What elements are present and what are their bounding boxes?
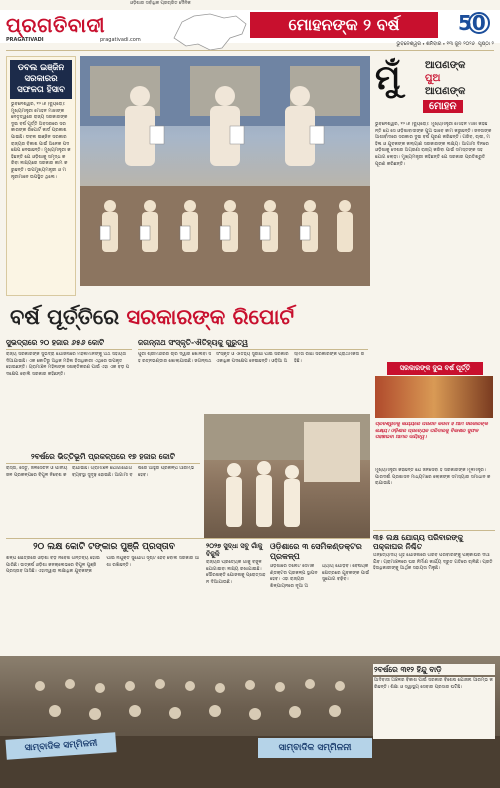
story-c [6,452,200,548]
divider [6,538,370,539]
right-line-2: ପୁଅ [425,73,441,84]
story-e [206,542,266,644]
anniversary-badge [448,8,492,38]
story-b-body: ପୁରୀ ଶ୍ରୀମନ୍ଦିରର ଚାରି ଦ୍ୱାର ଖୋଲିବା ସହ ରତ୍ନଭଣ୍ଡାର ଖୋଲାଯାଇଛି। ଜଗନ୍ନାଥ ସଂସ୍କୃତି ଓ ଐତିହ୍ୟ ସୁରକ୍ଷା ପାଇଁ ସରକାର ଏକାଧିକ ପଦକ୍ଷେପ ନେଇଛନ୍ତି। ଓଡ଼ିଆ ଅସ୍ମିତା ରକ୍ଷା ସରକାରଙ୍କ ପ୍ରାଥମିକତା ରହିଛି। [138,352,365,364]
right-photo [375,376,493,418]
story-d [6,542,202,648]
date-text: ଭୁବନେଶ୍ୱର ⬩ ଶନିବାର ⬩ ୧୩ ଜୁନ ୨୦୨୬ [396,41,475,47]
right-body: ଭୁବନେଶ୍ୱର, ୧୨।୬ (ବ୍ୟୁରୋ): ମୁଖ୍ୟମନ୍ତ୍ରୀ ମୋହନ ମାଝୀ କହିଛନ୍ତି ଯେ ସେ ଓଡ଼ିଶାବାସୀଙ୍କ ପୁଅ ଭାବେ କାମ କରୁଛନ୍ତି। ଜନତାଙ୍କ ଆଶୀର୍ବାଦରେ ସରକାର ଦୁଇ ବର୍ଷ ପୂରଣ କରିଛନ୍ତି। ଗରିବ, ଚାଷୀ, ମହିଳା ଓ ଯୁବକଙ୍କ କଲ୍ୟାଣ ସରକାରଙ୍କ ଲକ୍ଷ୍ୟ। ଆଗାମୀ ଦିନରେ ଓଡ଼ିଶାକୁ ଦେଶର ଅଗ୍ରଣୀ ରାଜ୍ୟ କରିବା ପାଇଁ ସମସ୍ତଙ୍କ ସହଯୋଗ ଲୋଡ଼ା। ମୁଖ୍ୟମନ୍ତ୍ରୀ କହିଛନ୍ତି ଯେ ସରକାର ପ୍ରତିଶ୍ରୁତି ପୂରଣ କରିଛନ୍ତି। [375,122,492,167]
story-d-body: ଶିଳ୍ପ କ୍ଷେତ୍ରରେ ଓଡ଼ିଶା ବଡ଼ ନିବେଶ ଗନ୍ତବ୍ୟ ହୋଇପାରିଛି। ଉତ୍କର୍ଷ ଓଡ଼ିଶା କନକ୍ଲେଭରେ ବିପୁଳ ପୁଞ୍ଜି ପ୍ରସ୍ତାବ ଆସିଛି। ଏହାଦ୍ୱାରା ଲକ୍ଷାଧିକ ଯୁବକଙ୍କ ପାଇଁ ନିଯୁକ୍ତି ସୁଯୋଗ ସୃଷ୍ଟି ହେବ ବୋଲି ସରକାର ଆଶା ରଖିଛନ୍ତି। [6,556,200,575]
story-c-heading: ୨ବର୍ଷରେ ଭିତ୍ତିଭୂମି ପ୍ରକଳ୍ପରେ ୧୭ ହଜାର କୋଟି [6,452,200,464]
left-story-box [6,56,76,296]
right-quote: ପ୍ରତିଶ୍ରୁତିକୁ କାର୍ଯ୍ୟରେ ପରିଣତ କରିବା ହିଁ ଆମ ସରକାରଙ୍କ ଲକ୍ଷ୍ୟ। ଓଡ଼ିଶାର ପ୍ରତ୍ୟେକ ପରିବାରକୁ ବିକାଶର ସୁଫଳ ପହଞ୍ଚାଇବା ଆମର ଦାୟିତ୍ୱ। [375,422,488,441]
right-column [373,56,495,526]
story-a [6,338,132,452]
story-b [138,338,368,422]
story-g-heading: ୩୫ ଲକ୍ଷ ଯୋଗ୍ୟ ପରିବାରଙ୍କୁ ପକ୍କାଘର ନିଶ୍ଚିତ [373,530,495,551]
badge-number: 50 [458,11,486,35]
dateline [250,41,494,47]
story-d-heading: ୨୦ ଲକ୍ଷ କୋଟି ଟଙ୍କାର ପୁଞ୍ଜି ପ୍ରସ୍ତାବ [33,542,175,552]
logo: ପ୍ରଗତିବାଦୀ [6,12,182,38]
exhibition-photo [204,414,370,538]
story-e-body: ରାଜ୍ୟର ପ୍ରତ୍ୟେକ ଗାଁକୁ ବିଜୁଳି ଯୋଗାଇବା ଲକ୍ଷ୍ୟ ରଖାଯାଇଛି। ସୌରଶକ୍ତି ଯୋଜନାକୁ ପ୍ରୋତ୍ସାହନ ଦିଆଯାଉଛି। [206,560,266,585]
event-photo [80,56,370,286]
right-big-word: ମୁଁ [375,58,401,98]
main-headline-part1: ବର୍ଷ ପୂର୍ତ୍ତିରେ [10,305,127,329]
story-f-body: ଓଡ଼ିଶାରେ ତିନୋଟି ସେମିକଣ୍ଡକ୍ଟର ପ୍ରକଳ୍ପ ସ୍ଥାପନ ହେବ। ଏହା ରାଜ୍ୟର ଶିଳ୍ପାୟନରେ ନୂଆ ଅଧ୍ୟାୟ ଯୋଡ଼ିବ। ବୈଷୟିକ କ୍ଷେତ୍ରରେ ଯୁବକଙ୍କ ପାଇଁ ସୁଯୋଗ ବଢ଼ିବ। [270,564,370,589]
story-f [270,542,370,648]
headline-banner: ମୋହନଙ୍କ ୨ ବର୍ଷ [250,12,438,38]
story-b-heading: ଜଗନ୍ନାଥ ସଂସ୍କୃତି-ଐତିହ୍ୟକୁ ଗୁରୁତ୍ୱ [138,338,368,350]
right-line-3: ଆପଣଙ୍କ [425,86,466,97]
top-note: ଓଡ଼ିଶାର ସର୍ବାଧିକ ପ୍ରଚାରିତ ଦୈନିକ [130,1,191,6]
right-body-2: ମୁଖ୍ୟମନ୍ତ୍ରୀ କହିଛନ୍ତି ଯେ ଜନସେବା ହିଁ ସରକାରଙ୍କ ମୂଳମନ୍ତ୍ର। ପାରଦର୍ଶୀ ପ୍ରଶାସନ ମାଧ୍ୟମରେ ଲୋକଙ୍କ ସମସ୍ୟାର ସମାଧାନ କରାଯାଉଛି। [375,468,491,487]
story-h [373,664,495,739]
site-url: pragativadi.com [100,37,141,43]
main-headline-part2: ସରକାରଙ୍କ ରିପୋର୍ଟ [126,305,295,329]
story-f-heading: ଓଡ଼ିଶାରେ ୩ ସେମିକଣ୍ଡକ୍ଟର ପ୍ରକଳ୍ପ [270,542,362,561]
story-a-body: ରାଜ୍ୟ ସରକାରଙ୍କ ସୁଭଦ୍ରା ଯୋଜନାରେ ମହିଳାମାନଙ୍କୁ ଅର୍ଥ ସହାୟତା ଦିଆଯାଇଛି। ଏକ କୋଟିରୁ ଅଧିକ ମହିଳା ହିତାଧିକାରୀ ଏଥିରେ ଉପକୃତ ହୋଇଛନ୍ତି। ଗ୍ରାମାଞ୍ଚଳ ମହିଳାଙ୍କ ସଶକ୍ତିକରଣ ପାଇଁ ଏହା ଏକ ବଡ଼ ପଦକ୍ଷେପ ବୋଲି ସରକାର କହିଛନ୍ତି। [6,352,130,377]
logo-subtitle: PRAGATIVADI [6,37,44,43]
odisha-map-icon [170,8,250,52]
page-number: ପୃଷ୍ଠା ୨ [478,41,494,47]
photo-scene [80,56,370,286]
story-g-body: ଅନ୍ତ୍ୟୋଦୟ ଗୃହ ଯୋଜନାରେ ଗରିବ ପରିବାରଙ୍କୁ ପକ୍କାଘର ଦିଆଯିବ। ଗ୍ରାମାଞ୍ଚଳରେ ଘର ନିର୍ମାଣ କାର୍ଯ୍ୟ ଦ୍ରୁତ ଗତିରେ ଚାଲିଛି। ପ୍ରତି ହିତାଧିକାରୀଙ୍କୁ ଆର୍ଥିକ ସହାୟତା ମିଳୁଛି। [373,553,493,572]
story-e-heading: ୨୦୨୭ ସୁଦ୍ଧା ସବୁ ଗାଁକୁ ବିଜୁଳି [206,542,263,558]
right-tag: ମୋହନ [423,100,463,113]
left-story-heading: ଡବଲ ଇଞ୍ଜିନ ସରକାରର ସଫଳତା ହିସାବ [10,60,72,99]
story-g [373,530,495,661]
right-sub-banner: ସରକାରଙ୍କ ଦୁଇ ବର୍ଷ ପୂର୍ତ୍ତି [387,362,483,375]
press-banner-right: ସାମ୍ବାଦିକ ସମ୍ମିଳନୀ [258,738,372,758]
left-story-body: ଭୁବନେଶ୍ୱର, ୧୨।୬ (ବ୍ୟୁରୋ): ମୁଖ୍ୟମନ୍ତ୍ରୀ ମୋହନ ମାଝୀଙ୍କ ନେତୃତ୍ୱରେ ରାଜ୍ୟ ସରକାରଙ୍କ ଦୁଇ ବର୍ଷ ପୂର୍ତ୍ତି ଅବସରରେ ସରକାରଙ୍କ ରିପୋର୍ଟ କାର୍ଡ ପ୍ରକାଶ ପାଇଛି। ଡବଲ ଇଞ୍ଜିନ ସରକାର ରାଜ୍ୟର ବିକାଶ ପାଇଁ ଅନେକ ପଦକ୍ଷେପ ନେଇଛନ୍ତି। ମୁଖ୍ୟମନ୍ତ୍ରୀ କହିଛନ୍ତି ଯେ ଓଡ଼ିଶାକୁ ସମୃଦ୍ଧ କରିବା ଲକ୍ଷ୍ୟରେ ସରକାର କାମ କରୁଛନ୍ତି। ଉପମୁଖ୍ୟମନ୍ତ୍ରୀ ଓ ମନ୍ତ୍ରୀମାନେ ଉପସ୍ଥିତ ଥିଲେ। [11,102,71,180]
story-h-heading: ୨ବର୍ଷରେ ୩୧୨ ହିନ୍ଦୁ ବାଡ଼ି [373,664,495,675]
exhibition-scene [204,414,370,538]
story-a-heading: ସୁଭଦ୍ରାରେ ୨୦ ହଜାର ୬୫୬ କୋଟି [6,338,132,350]
press-banner-left: ସାମ୍ବାଦିକ ସମ୍ମିଳନୀ [5,732,116,760]
story-c-body: ରାସ୍ତା, ସେତୁ, ଜଳସେଚନ ଓ ପାନୀୟ ଜଳ ପ୍ରକଳ୍ପରେ ବିପୁଳ ନିବେଶ କରାଯାଇଛି। ଗ୍ରାମାଞ୍ଚଳ ଯୋଗାଯୋଗ ବ୍ୟବସ୍ଥା ସୁଦୃଢ଼ ହୋଇଛି। ଆଗାମୀ ବର୍ଷରେ ଆହୁରି ପ୍ରକଳ୍ପ ଆରମ୍ଭ ହେବ। [6,466,195,478]
right-line-1: ଆପଣଙ୍କ [425,60,466,71]
story-h-body: ଆଦିବାସୀ ଅଞ୍ଚଳର ବିକାଶ ପାଇଁ ସରକାର ବିଶେଷ ଯୋଜନା ଆରମ୍ଭ କରିଛନ୍ତି। ଶିକ୍ଷା ଓ ସ୍ୱାସ୍ଥ୍ୟ ସେବାର ପ୍ରସାର ଘଟିଛି। [373,677,495,739]
divider [6,50,494,51]
main-headline [10,300,390,334]
